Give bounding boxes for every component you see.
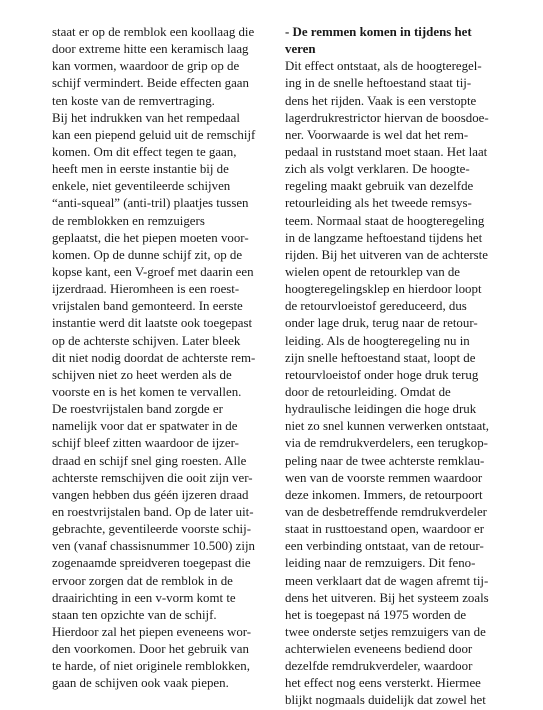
text-line: via de remdrukverdelers, een terugkop- [285,436,488,451]
text-line: deze inkomen. Immers, de retourpoort [285,487,483,502]
text-line: twee onderste setjes remzuigers van de [285,624,486,639]
text-line: hoogteregelingsklep en hierdoor loopt [285,282,482,297]
text-line: staat er op de remblok een koollaag die [52,25,255,39]
text-line: staan ten opzichte van de schijf. [52,607,217,622]
text-line: het effect nog eens versterkt. Hiermee [285,676,481,691]
text-line: regeling maakt gebruik van dezelfde [285,179,474,194]
text-line: vrijstalen band gemonteerd. In eerste [52,299,243,314]
text-line: pedaal in ruststand moet staan. Het laat [285,144,488,159]
text-line: hydraulische leidingen die hoge druk [285,402,477,417]
text-line: in de langzame heftoestand tijdens het [285,230,483,245]
text-line: zogenaamde spreidveren toegepast die [52,556,251,571]
text-line: teem. Normaal staat de hoogteregeling [285,213,485,228]
text-line: schijf vermindert. Beide effecten gaan [52,76,249,91]
text-line: gaan de schijven ook vaak piepen. [52,676,229,691]
text-line: ten koste van de remvertraging. [52,93,215,108]
text-line: Dit effect ontstaat, als de hoogteregel- [285,59,482,74]
text-line: van de desbetreffende remdrukverdeler [285,504,487,519]
text-line: De roestvrijstalen band zorgde er [52,402,223,417]
text-line: geplaatst, die het piepen moeten voor- [52,230,249,245]
text-line: door extreme hitte een keramisch laag [52,42,249,57]
text-line: komen. Om dit effect tegen te gaan, [52,144,237,159]
text-line: leiding. Als de hoogteregeling nu in [285,333,470,348]
text-line: rijden. Bij het uitveren van de achterste [285,247,488,262]
text-line: zijn snelle heftoestand staat, loopt de [285,350,476,365]
text-line: ing in de snelle heftoestand staat tij- [285,76,472,91]
text-line: de remblokken en remzuigers [52,213,205,228]
text-line: te harde, of niet originele remblokken, [52,659,250,674]
left-text-column [52,24,264,692]
text-line: wielen opent de retourklep van de [285,264,461,279]
text-line: de retourvloeistof gereduceerd, dus [285,299,467,314]
text-line: meen verklaart dat de wagen afremt tij- [285,573,489,588]
text-line: peling naar de twee achterste remklau- [285,453,485,468]
text-line: gebrachte, geventileerde voorste schij- [52,522,251,537]
text-line: achterwielen eveneens bediend door [285,642,473,657]
text-line: draairichting in een v-vorm komt te [52,590,236,605]
text-line: vangen hebben dus géén ijzeren draad [52,487,249,502]
text-line: kopse kant, een V-groef met daarin een [52,264,254,279]
text-line: staat in rusttoestand open, waardoor er [285,522,485,537]
text-line: ven (vanaf chassisnummer 10.500) zijn [52,539,255,554]
text-line: “anti-squeal” (anti-tril) plaatjes tussen [52,196,249,211]
text-line: namelijk voor dat er spatwater in de [52,419,238,434]
text-line: blijkt nogmaals duidelijk dat zowel het [285,693,486,708]
text-line: retourvloeistof onder hoge druk terug [285,367,479,382]
text-line: ervoor zorgen dat de remblok in de [52,573,233,588]
text-line: op de achterste schijven. Later bleek [52,333,241,348]
text-line: leiding naar de remzuigers. Dit feno- [285,556,476,571]
text-line: achterste remschijven die ooit zijn ver- [52,470,253,485]
text-line: niet zo snel kunnen verwerken ontstaat, [285,419,490,434]
text-line: heeft men in eerste instantie bij de [52,162,229,177]
text-line: ner. Voorwaarde is wel dat het rem- [285,127,469,142]
text-line: schijven niet zo heet werden als de [52,367,232,382]
text-line: door de retourleiding. Omdat de [285,384,451,399]
text-line: Hierdoor zal het piepen eveneens wor- [52,624,252,639]
text-line: voorste en is het komen te vervallen. [52,384,242,399]
text-line: onder lage druk, terug naar de retour- [285,316,478,331]
text-line: het is toegepast ná 1975 worden de [285,607,467,622]
text-line: Bij het indrukken van het rempedaal [52,110,240,125]
text-line: draad en schijf snel ging roesten. Alle [52,453,247,468]
text-line: instantie werd dit laatste ook toegepast [52,316,253,331]
text-line: den voorkomen. Door het gebruik van [52,642,249,657]
text-line: ijzerdraad. Hieromheen is een roest- [52,282,240,297]
text-line: dens het uitveren. Bij het systeem zoals [285,590,489,605]
text-line: enkele, niet geventileerde schijven [52,179,231,194]
right-text-column [285,24,501,710]
text-line: lagerdrukrestrictor hiervan de boosdoe- [285,110,489,125]
text-line: dezelfde remdrukverdeler, waardoor [285,659,473,674]
text-line: schijf bleef zitten waardoor de ijzer- [52,436,239,451]
text-line: kan een piepend geluid uit de remschijf [52,127,256,142]
text-line: komen. Op de dunne schijf zit, op de [52,247,243,262]
section-heading-line: veren [285,42,316,57]
text-line: dens het rijden. Vaak is een verstopte [285,93,477,108]
text-line: en roestvrijstalen band. Op de later uit- [52,504,254,519]
text-line: dit niet nodig doordat de achterste rem- [52,350,256,365]
text-line: retourleiding als het tweede remsys- [285,196,472,211]
section-heading-line: - De remmen komen in tijdens het [285,25,472,39]
text-line: kan vormen, waardoor de grip op de [52,59,240,74]
text-line: wen van de voorste remmen waardoor [285,470,483,485]
text-line: een verbinding ontstaat, van de retour- [285,539,484,554]
text-line: zich als volgt verklaren. De hoogte- [285,162,470,177]
